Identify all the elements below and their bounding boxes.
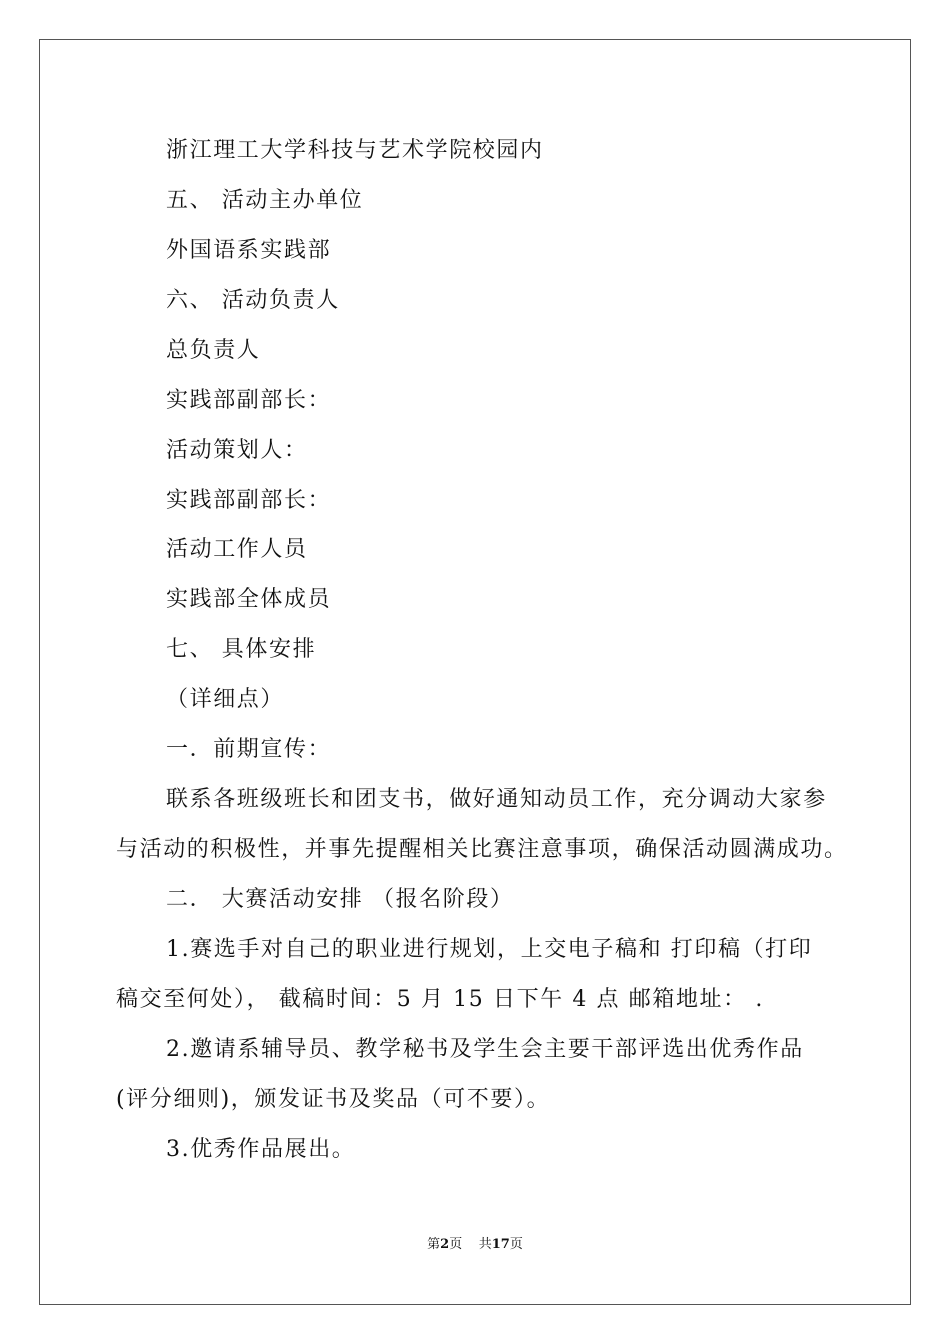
list-item-1-line-1: 1.赛选手对自己的职业进行规划，上交电子稿和 打印稿（打印 — [166, 937, 813, 962]
list-item-2-line-1: 2.邀请系辅导员、教学秘书及学生会主要干部评选出优秀作品 — [166, 1037, 804, 1062]
text-line-vice-head-2: 实践部副部长： — [166, 488, 332, 513]
text-line-vice-head-1: 实践部副部长： — [166, 388, 332, 413]
text-line-organizer: 外国语系实践部 — [166, 238, 332, 263]
subheading-contest: 二． 大赛活动安排 （报名阶段） — [166, 887, 514, 912]
footer-page-suffix: 页 — [449, 1237, 463, 1252]
section-heading-organizer: 五、 活动主办单位 — [166, 188, 364, 213]
text-line-chief: 总负责人 — [166, 338, 261, 363]
text-line-location: 浙江理工大学科技与艺术学院校园内 — [166, 138, 544, 163]
text-line-staff: 活动工作人员 — [166, 537, 308, 562]
section-heading-responsible: 六、 活动负责人 — [166, 288, 340, 313]
text-line-members: 实践部全体成员 — [166, 587, 332, 612]
page-frame — [39, 39, 911, 1305]
text-line-detail-note: （详细点） — [166, 687, 285, 712]
page-footer — [40, 1236, 910, 1254]
footer-total-pages: 17 — [491, 1237, 510, 1252]
section-heading-arrangement: 七、 具体安排 — [166, 637, 317, 662]
paragraph-promotion-line-1: 联系各班级班长和团支书，做好通知动员工作，充分调动大家参 — [166, 787, 827, 812]
text-line-planner: 活动策划人： — [166, 438, 308, 463]
footer-page-prefix: 第 — [427, 1237, 441, 1252]
paragraph-promotion-line-2: 与活动的积极性，并事先提醒相关比赛注意事项，确保活动圆满成功。 — [116, 837, 848, 862]
subheading-promotion: 一．前期宣传： — [166, 737, 332, 762]
list-item-2-line-2: (评分细则)，颁发证书及奖品（可不要）。 — [116, 1087, 551, 1112]
list-item-3: 3.优秀作品展出。 — [166, 1137, 356, 1162]
footer-total-prefix: 共 — [478, 1237, 492, 1252]
footer-page-number: 2 — [440, 1237, 450, 1252]
list-item-1-line-2: 稿交至何处）， 截稿时间：5 月 15 日下午 4 点 邮箱地址： . — [116, 987, 764, 1012]
footer-total-suffix: 页 — [509, 1237, 523, 1252]
